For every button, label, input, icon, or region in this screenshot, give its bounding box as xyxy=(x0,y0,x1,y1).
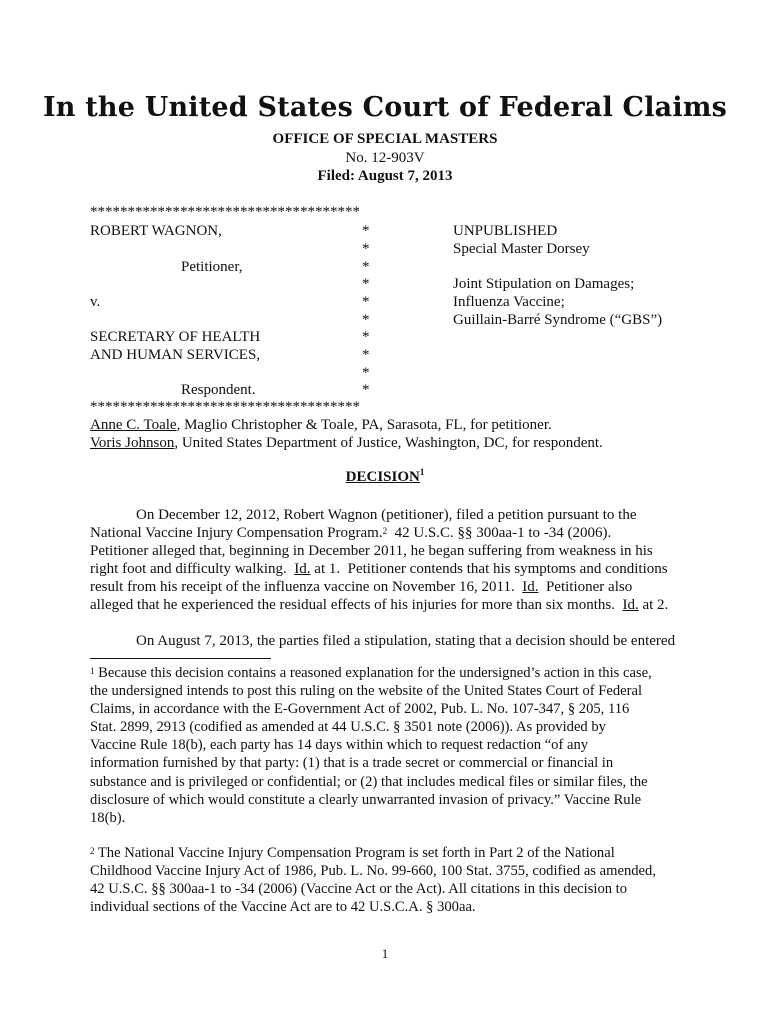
footnote-line: Vaccine Rule 18(b), each party has 14 days within which to request redaction “of any xyxy=(90,737,589,754)
respondent-attorney-name: Voris Johnson xyxy=(90,435,175,451)
footnote-2 xyxy=(90,844,690,916)
body-text: at 2. xyxy=(638,597,669,613)
id-citation: Id. xyxy=(622,597,639,613)
decision-heading xyxy=(0,469,770,486)
respondent-role: Respondent. xyxy=(181,382,256,398)
footnote-text: The National Vaccine Injury Compensation Program is set forth in Part 2 of the National xyxy=(94,845,615,861)
body-text: Petitioner also xyxy=(538,579,633,595)
caption-star: * xyxy=(362,365,370,381)
footnote-line: 42 U.S.C. §§ 300aa-1 to -34 (2006) (Vaccine Act or the Act). All citations in this decision to xyxy=(90,881,628,898)
topic-line: Joint Stipulation on Damages; xyxy=(453,276,635,292)
body-text: 42 U.S.C. §§ 300aa-1 to -34 (2006). xyxy=(387,525,612,541)
court-name: In the United States Court of Federal Claims xyxy=(42,92,728,123)
petitioner-counsel-details: , Maglio Christopher & Toale, PA, Sarasota, FL, for petitioner. xyxy=(176,417,552,433)
special-master: Special Master Dorsey xyxy=(453,241,590,257)
body-text: alleged that he experienced the residual effects of his injuries for more than six months. xyxy=(90,597,623,613)
respondent-name-line2: AND HUMAN SERVICES, xyxy=(90,347,261,363)
footnote-mark: 1 xyxy=(90,666,95,676)
petitioner-role: Petitioner, xyxy=(181,259,243,275)
topic-line: Guillain-Barré Syndrome (“GBS”) xyxy=(453,312,663,328)
office-heading: OFFICE OF SPECIAL MASTERS xyxy=(272,131,498,147)
petitioner-counsel xyxy=(90,416,552,434)
versus: v. xyxy=(90,294,101,310)
footnote-divider xyxy=(90,658,271,659)
case-number: No. 12-903V xyxy=(345,150,425,166)
caption-star: * xyxy=(362,223,370,239)
publication-status: UNPUBLISHED xyxy=(453,223,558,239)
footnote-line: Childhood Vaccine Injury Act of 1986, Pub. L. No. 99-660, 100 Stat. 3755, codified as amended, xyxy=(90,863,656,880)
footnote-line: 18(b). xyxy=(90,809,126,826)
caption-star: * xyxy=(362,241,370,257)
respondent-counsel-details: , United States Department of Justice, Washington, DC, for respondent. xyxy=(174,435,603,451)
body-line xyxy=(90,596,668,614)
decision-heading-text: DECISION xyxy=(345,469,420,485)
topic-line: Influenza Vaccine; xyxy=(453,294,565,310)
body-line xyxy=(90,560,668,578)
caption-star: * xyxy=(362,276,370,292)
caption-star: * xyxy=(362,312,370,328)
footnote-line: the undersigned intends to post this ruling on the website of the United States Court of Federal xyxy=(90,683,643,700)
footnote-line: disclosure of which would constitute a clearly unwarranted invasion of privacy.” Vaccine Rule xyxy=(90,791,642,808)
petitioner-attorney-name: Anne C. Toale xyxy=(90,417,177,433)
footnote-ref: 2 xyxy=(382,526,388,536)
caption-stars-bottom: ************************************ xyxy=(90,399,360,415)
body-line: On December 12, 2012, Robert Wagnon (petitioner), filed a petition pursuant to the xyxy=(136,507,637,523)
footnote-line xyxy=(90,664,690,682)
id-citation: Id. xyxy=(522,579,539,595)
filed-date: Filed: August 7, 2013 xyxy=(317,168,453,184)
body-line xyxy=(90,578,632,596)
caption-star: * xyxy=(362,259,370,275)
page-number: 1 xyxy=(381,946,389,961)
body-text: right foot and difficulty walking. xyxy=(90,561,295,577)
body-line xyxy=(90,524,611,542)
petitioner-name: ROBERT WAGNON, xyxy=(90,223,222,239)
caption-star: * xyxy=(362,329,370,345)
id-citation: Id. xyxy=(294,561,311,577)
body-line: Petitioner alleged that, beginning in December 2011, he began suffering from weakness in his xyxy=(90,543,653,559)
body-text: result from his receipt of the influenza vaccine on November 16, 2011. xyxy=(90,579,523,595)
footnote-1 xyxy=(90,664,690,827)
footnote-line: Stat. 2899, 2913 (codified as amended at 44 U.S.C. § 3501 note (2006)). As provided by xyxy=(90,719,606,736)
footnote-text: Because this decision contains a reasoned explanation for the undersigned’s action in this case, xyxy=(94,665,652,681)
caption-star: * xyxy=(362,382,370,398)
respondent-name-line1: SECRETARY OF HEALTH xyxy=(90,329,261,345)
footnote-line: individual sections of the Vaccine Act are to 42 U.S.C.A. § 300aa. xyxy=(90,899,476,916)
footnote-mark: 2 xyxy=(90,846,95,856)
caption-stars-top: ************************************ xyxy=(90,204,360,220)
footnote-line: substance and is privileged or confidential; or (2) that includes medical files or similar files, the xyxy=(90,773,648,790)
footnote-line xyxy=(90,844,690,862)
respondent-counsel xyxy=(90,434,603,452)
body-text: at 1. Petitioner contends that his symptoms and conditions xyxy=(310,561,668,577)
body-line: On August 7, 2013, the parties filed a stipulation, stating that a decision should be entered xyxy=(136,633,676,649)
footnote-line: information furnished by that party: (1) that is a trade secret or commercial or financial in xyxy=(90,755,614,772)
footnote-line: Claims, in accordance with the E-Government Act of 2002, Pub. L. No. 107-347, § 205, 116 xyxy=(90,701,630,718)
caption-star: * xyxy=(362,347,370,363)
caption-star: * xyxy=(362,294,370,310)
body-text: National Vaccine Injury Compensation Program. xyxy=(90,525,383,541)
footnote-ref: 1 xyxy=(419,467,425,477)
